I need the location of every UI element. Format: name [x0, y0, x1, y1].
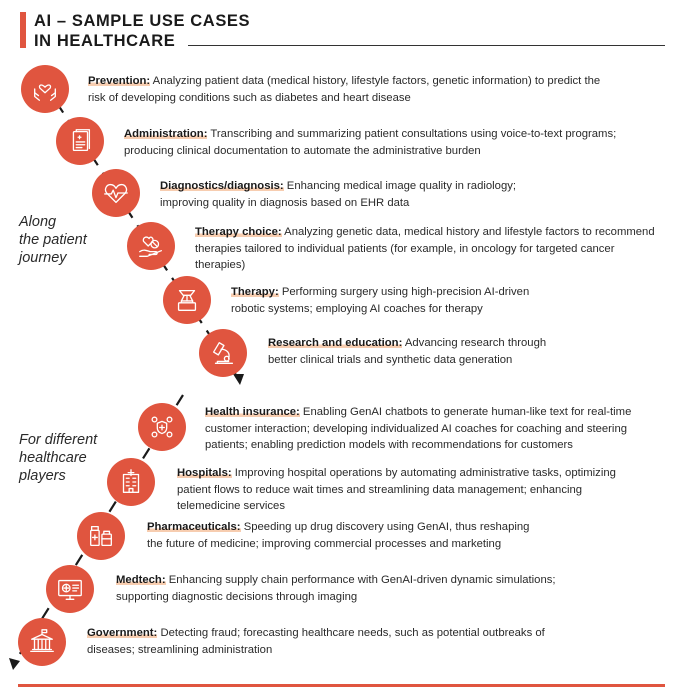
use-case-description: Improving hospital operations by automating administrative tasks, optimizing patient flows to reduce wait times and streamlining data management; enhancing telemedicine services [177, 467, 616, 512]
insurance-network-icon [138, 403, 186, 451]
government-building-icon [18, 618, 66, 666]
use-case-label: Diagnostics/diagnosis: [160, 180, 284, 192]
use-case-description: Enhancing supply chain performance with GenAI-driven dynamic simulations; supporting diagnostic decisions through imaging [116, 574, 556, 603]
use-case-label: Health insurance: [205, 406, 300, 418]
monitor-device-icon [46, 565, 94, 613]
footer-accent-line [18, 684, 665, 687]
use-case-description: Advancing research through better clinical trials and synthetic data generation [268, 337, 547, 366]
section-label-line: journey [19, 250, 67, 266]
use-case-therapy [231, 284, 561, 317]
use-case-administration [124, 126, 644, 159]
section-label-patient-journey [19, 213, 129, 267]
use-case-description: Detecting fraud; forecasting healthcare needs, such as potential outbreaks of diseases; streamlining administration [87, 627, 545, 656]
use-case-description: Transcribing and summarizing patient consultations using voice-to-text programs; producing clinical documentation to automate the administrative burden [124, 128, 617, 157]
use-case-description: Performing surgery using high-precision AI-driven robotic systems; employing AI coaches for therapy [231, 286, 530, 315]
use-case-description: Enabling GenAI chatbots to generate human-like text for real-time customer interaction; developing individualized AI coaches for coaching and steering patients; enabling prediction models with recommendations for customers [205, 406, 632, 451]
section-label-line: For different [19, 432, 98, 448]
section-label-line: healthcare [19, 450, 87, 466]
use-case-prevention [88, 73, 608, 106]
pharma-bottles-icon [77, 512, 125, 560]
page-title-line-2: IN HEALTHCARE [34, 32, 176, 50]
use-case-diagnostics [160, 178, 540, 211]
use-case-label: Government: [87, 627, 158, 639]
use-case-description: Speeding up drug discovery using GenAI, thus reshaping the future of medicine; improving commercial processes and marketing [147, 521, 530, 550]
use-case-label: Administration: [124, 128, 208, 140]
use-case-label: Therapy choice: [195, 226, 282, 238]
document-icon [56, 117, 104, 165]
section-label-line: players [19, 468, 66, 484]
use-case-label: Pharmaceuticals: [147, 521, 241, 533]
section-label-line: the patient [19, 232, 87, 248]
use-case-pharmaceuticals [147, 519, 547, 552]
use-case-description: Analyzing patient data (medical history, lifestyle factors, genetic information) to predict the risk of developing conditions such as diabetes and heart disease [88, 75, 601, 104]
use-case-medtech [116, 572, 586, 605]
use-case-health-insurance [205, 404, 667, 454]
use-case-hospitals [177, 465, 627, 515]
heartbeat-icon [92, 169, 140, 217]
pill-hand-icon [127, 222, 175, 270]
use-case-therapy-choice [195, 224, 665, 274]
use-case-description: Enhancing medical image quality in radiology; improving quality in diagnosis based on EHR data [160, 180, 517, 209]
use-case-label: Therapy: [231, 286, 279, 298]
microscope-icon [199, 329, 247, 377]
use-case-research-education [268, 335, 568, 368]
use-case-government [87, 625, 552, 658]
use-case-label: Medtech: [116, 574, 166, 586]
use-case-label: Prevention: [88, 75, 151, 87]
section-label-line: Along [19, 214, 57, 230]
use-case-label: Research and education: [268, 337, 403, 349]
use-case-description: Analyzing genetic data, medical history and lifestyle factors to recommend therapies tailored to individual patients (for example, in oncology for targeted cancer therapies) [195, 226, 655, 271]
heart-hands-icon [21, 65, 69, 113]
hospital-icon [107, 458, 155, 506]
robotic-surgery-icon [163, 276, 211, 324]
use-case-label: Hospitals: [177, 467, 232, 479]
page-title-line-1: AI – SAMPLE USE CASES [34, 12, 251, 30]
